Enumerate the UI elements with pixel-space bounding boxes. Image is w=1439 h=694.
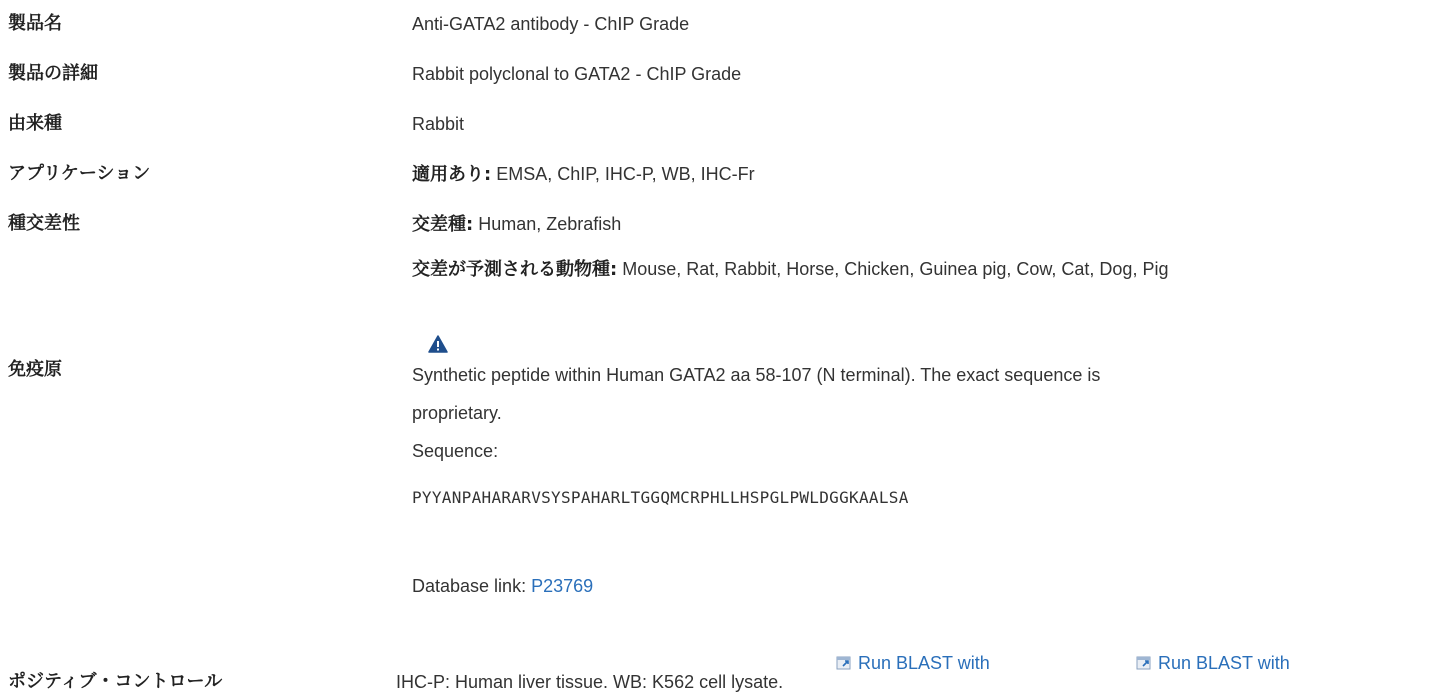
database-link-p23769[interactable]: P23769	[531, 576, 594, 596]
reacts-with-list: Human, Zebrafish	[473, 214, 622, 234]
warning-triangle-icon[interactable]	[428, 335, 448, 353]
applications-value	[412, 162, 755, 187]
product-name-label: 製品名	[8, 13, 62, 34]
immunogen-description-line2: proprietary.	[412, 403, 502, 423]
reacts-with-prefix: 交差種:	[412, 214, 474, 235]
product-detail-value: Rabbit polyclonal to GATA2 - ChIP Grade	[412, 64, 742, 84]
applications-prefix: 適用あり:	[412, 164, 492, 185]
product-name-value: Anti-GATA2 antibody - ChIP Grade	[412, 14, 690, 34]
applications-label: アプリケーション	[8, 163, 151, 184]
predicted-reactivity-list: Mouse, Rat, Rabbit, Horse, Chicken, Guinea pig, Cow, Cat, Dog, Pig	[617, 259, 1169, 279]
predicted-reactivity-prefix: 交差が予測される動物種:	[412, 259, 618, 280]
positive-control-label: ポジティブ・コントロール	[8, 671, 223, 692]
host-value: Rabbit	[412, 114, 465, 134]
database-link-row	[412, 574, 593, 598]
host-label: 由来種	[8, 113, 62, 134]
run-blast-label-2: Run BLAST with	[1158, 653, 1290, 673]
predicted-reactivity-value	[412, 257, 1168, 282]
sequence-label: Sequence:	[412, 441, 499, 461]
immunogen-label: 免疫原	[8, 359, 62, 380]
run-blast-label-1: Run BLAST with	[858, 653, 990, 673]
immunogen-sequence: PYYANPAHARARVSYSPAHARLTGGQMCRPHLLHSPGLPWLDGGKAALSA	[412, 488, 909, 507]
positive-control-value: IHC-P: Human liver tissue. WB: K562 cell lysate.	[396, 672, 784, 692]
run-blast-link-2[interactable]	[1136, 651, 1290, 675]
immunogen-description-line1: Synthetic peptide within Human GATA2 aa 58-107 (N terminal). The exact sequence is	[412, 365, 1101, 385]
external-window-icon	[1136, 655, 1152, 671]
run-blast-link-1[interactable]	[836, 651, 990, 675]
product-detail-label: 製品の詳細	[8, 63, 98, 84]
reacts-with-value	[412, 212, 621, 237]
external-window-icon	[836, 655, 852, 671]
database-link-label: Database link:	[412, 576, 532, 596]
applications-list: EMSA, ChIP, IHC-P, WB, IHC-Fr	[491, 164, 755, 184]
reactivity-label: 種交差性	[8, 213, 80, 234]
